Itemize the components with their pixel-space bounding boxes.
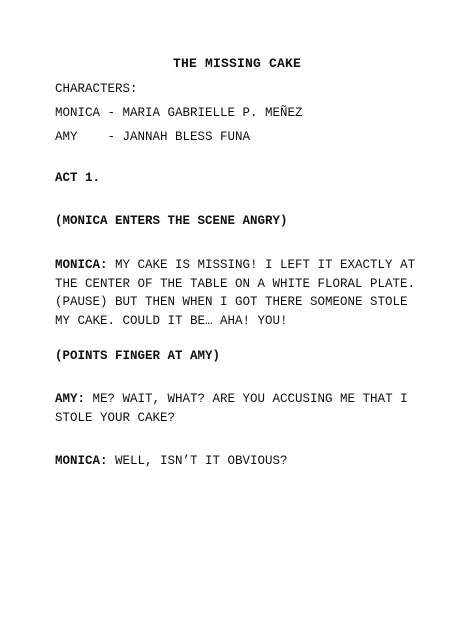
dialogue-text: ME? WAIT, WHAT? ARE YOU ACCUSING ME THAT I bbox=[85, 392, 408, 406]
dialogue-text: MY CAKE IS MISSING! I LEFT IT EXACTLY AT bbox=[107, 258, 416, 272]
dialogue-text: STOLE YOUR CAKE? bbox=[55, 410, 176, 425]
dialogue-text: THE CENTER OF THE TABLE ON A WHITE FLORAL PLATE. bbox=[55, 276, 416, 291]
dialogue-text: WELL, ISN’T IT OBVIOUS? bbox=[107, 454, 288, 468]
dialogue-text: (PAUSE) BUT THEN WHEN I GOT THERE SOMEONE STOLE bbox=[55, 295, 408, 310]
dialogue-monica-1 bbox=[55, 256, 455, 331]
cast-member-monica: MONICA - MARIA GABRIELLE P. MEÑEZ bbox=[55, 106, 303, 120]
characters-heading: CHARACTERS: bbox=[55, 82, 138, 96]
dialogue-text: MY CAKE. COULD IT BE… AHA! YOU! bbox=[55, 314, 288, 329]
act-heading: ACT 1. bbox=[55, 171, 101, 185]
page-title: THE MISSING CAKE bbox=[172, 56, 302, 71]
speaker-label: MONICA: bbox=[55, 258, 108, 272]
cast-member-amy: AMY - JANNAH BLESS FUNA bbox=[55, 130, 251, 144]
speaker-label: MONICA: bbox=[55, 454, 108, 468]
stage-direction: (POINTS FINGER AT AMY) bbox=[55, 349, 221, 363]
dialogue-amy-1 bbox=[55, 390, 455, 427]
dialogue-monica-2 bbox=[55, 452, 288, 470]
stage-direction: (MONICA ENTERS THE SCENE ANGRY) bbox=[55, 214, 288, 228]
speaker-label: AMY: bbox=[55, 392, 86, 406]
